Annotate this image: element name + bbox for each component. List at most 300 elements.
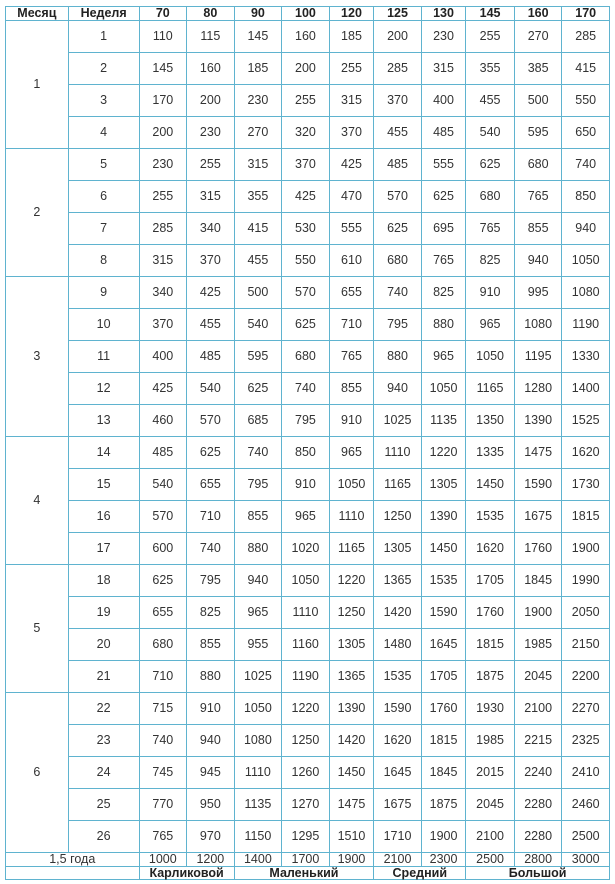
weight-cell: 855 [234,500,282,532]
weight-cell: 485 [421,116,466,148]
weight-cell: 1050 [466,340,515,372]
weight-cell: 940 [187,724,235,756]
weight-cell: 370 [282,148,330,180]
category-empty [6,866,140,880]
table-row [6,372,610,404]
table-row [6,756,610,788]
category-large: Большой [466,866,610,880]
weight-cell: 1590 [374,692,422,724]
month-cell: 6 [6,692,69,852]
weight-cell: 1985 [466,724,515,756]
weight-cell: 1420 [374,596,422,628]
header-size: 145 [466,7,515,21]
weight-cell: 1620 [562,436,610,468]
weight-cell: 625 [466,148,515,180]
weight-cell: 370 [374,84,422,116]
weight-cell: 415 [234,212,282,244]
weight-cell: 1475 [514,436,562,468]
weight-cell: 765 [139,820,187,852]
weight-cell: 455 [374,116,422,148]
month-cell: 3 [6,276,69,436]
weight-cell: 1110 [282,596,330,628]
week-cell: 25 [68,788,139,820]
table-row [6,436,610,468]
weight-cell: 1705 [421,660,466,692]
weight-cell: 625 [234,372,282,404]
week-cell: 22 [68,692,139,724]
weight-cell: 765 [514,180,562,212]
weight-cell: 570 [282,276,330,308]
weight-cell: 285 [374,52,422,84]
weight-cell: 1025 [234,660,282,692]
weight-cell: 115 [187,20,235,52]
weight-cell: 1930 [466,692,515,724]
weight-cell: 315 [421,52,466,84]
table-row [6,148,610,180]
table-row [6,308,610,340]
month-cell: 1 [6,20,69,148]
table-row [6,788,610,820]
weight-cell: 740 [562,148,610,180]
weight-cell: 285 [139,212,187,244]
weight-cell: 1450 [466,468,515,500]
header-size: 120 [329,7,374,21]
weight-cell: 680 [466,180,515,212]
weight-cell: 1675 [514,500,562,532]
weight-cell: 1900 [514,596,562,628]
weight-cell: 740 [282,372,330,404]
week-cell: 7 [68,212,139,244]
weight-cell: 415 [562,52,610,84]
week-cell: 11 [68,340,139,372]
weight-cell: 1050 [421,372,466,404]
weight-cell: 170 [139,84,187,116]
week-cell: 23 [68,724,139,756]
weight-cell: 1535 [421,564,466,596]
table-row [6,468,610,500]
weight-cell: 765 [466,212,515,244]
weight-cell: 765 [329,340,374,372]
weight-cell: 1390 [329,692,374,724]
weight-cell: 485 [187,340,235,372]
weight-cell: 355 [466,52,515,84]
weight-cell: 2460 [562,788,610,820]
weight-cell: 1390 [421,500,466,532]
weight-cell: 1305 [329,628,374,660]
weight-cell: 425 [139,372,187,404]
weight-cell: 1645 [421,628,466,660]
weight-cell: 955 [234,628,282,660]
weight-cell: 185 [329,20,374,52]
weight-cell: 910 [329,404,374,436]
weight-cell: 2045 [466,788,515,820]
weight-cell: 945 [187,756,235,788]
weight-cell: 910 [282,468,330,500]
table-row [6,84,610,116]
weight-cell: 940 [234,564,282,596]
weight-cell: 1295 [282,820,330,852]
weight-cell: 710 [329,308,374,340]
category-dwarf: Карликовой [139,866,234,880]
weight-cell: 1150 [234,820,282,852]
weight-cell: 2410 [562,756,610,788]
weight-cell: 1420 [329,724,374,756]
weight-cell: 555 [329,212,374,244]
weight-cell: 485 [139,436,187,468]
weight-cell: 1590 [514,468,562,500]
weight-cell: 470 [329,180,374,212]
weight-cell: 765 [421,244,466,276]
weight-cell: 970 [187,820,235,852]
weight-cell: 1705 [466,564,515,596]
weight-cell: 1875 [466,660,515,692]
weight-cell: 1050 [282,564,330,596]
weight-cell: 1080 [514,308,562,340]
weight-cell: 1305 [374,532,422,564]
weight-cell: 1160 [282,628,330,660]
weight-cell: 145 [139,52,187,84]
weight-cell: 2215 [514,724,562,756]
weight-cell: 370 [329,116,374,148]
weight-cell: 655 [329,276,374,308]
weight-cell: 940 [374,372,422,404]
header-month: Месяц [6,7,69,21]
weight-cell: 255 [282,84,330,116]
weight-cell: 1900 [421,820,466,852]
weight-cell: 1020 [282,532,330,564]
weight-cell: 255 [187,148,235,180]
weight-cell: 1845 [421,756,466,788]
total-value: 1700 [282,853,330,867]
weight-cell: 825 [187,596,235,628]
week-cell: 26 [68,820,139,852]
table-row [6,500,610,532]
weight-cell: 855 [329,372,374,404]
weight-cell: 2270 [562,692,610,724]
weight-cell: 185 [234,52,282,84]
weight-cell: 500 [234,276,282,308]
weight-cell: 655 [187,468,235,500]
weight-cell: 1250 [374,500,422,532]
weight-cell: 1985 [514,628,562,660]
weight-cell: 1050 [329,468,374,500]
category-medium: Средний [374,866,466,880]
week-cell: 20 [68,628,139,660]
weight-cell: 400 [139,340,187,372]
weight-cell: 570 [139,500,187,532]
weight-cell: 1535 [374,660,422,692]
table-row [6,276,610,308]
weight-cell: 1165 [329,532,374,564]
weight-cell: 1165 [466,372,515,404]
week-cell: 10 [68,308,139,340]
weight-cell: 1190 [282,660,330,692]
weight-cell: 1335 [466,436,515,468]
weight-cell: 625 [187,436,235,468]
weight-cell: 160 [282,20,330,52]
weight-cell: 1645 [374,756,422,788]
weight-cell: 1730 [562,468,610,500]
weight-cell: 455 [466,84,515,116]
weight-cell: 1135 [234,788,282,820]
total-value: 2300 [421,853,466,867]
weight-cell: 1450 [329,756,374,788]
header-size: 125 [374,7,422,21]
weight-cell: 1900 [562,532,610,564]
weight-cell: 1270 [282,788,330,820]
weight-cell: 370 [187,244,235,276]
weight-cell: 1080 [562,276,610,308]
weight-cell: 540 [187,372,235,404]
weight-cell: 610 [329,244,374,276]
header-size: 130 [421,7,466,21]
total-value: 1200 [187,853,235,867]
weight-cell: 740 [187,532,235,564]
weight-cell: 230 [234,84,282,116]
weight-cell: 570 [187,404,235,436]
weight-cell: 965 [234,596,282,628]
weight-cell: 255 [139,180,187,212]
weight-cell: 1050 [234,692,282,724]
weight-cell: 1475 [329,788,374,820]
header-row [6,7,610,21]
weight-cell: 825 [421,276,466,308]
weight-cell: 1250 [282,724,330,756]
weight-cell: 540 [234,308,282,340]
week-cell: 3 [68,84,139,116]
weight-cell: 255 [329,52,374,84]
total-value: 3000 [562,853,610,867]
weight-cell: 455 [187,308,235,340]
weight-cell: 770 [139,788,187,820]
weight-cell: 320 [282,116,330,148]
weight-cell: 880 [421,308,466,340]
week-cell: 15 [68,468,139,500]
weight-cell: 145 [234,20,282,52]
weight-cell: 940 [562,212,610,244]
weight-cell: 2100 [466,820,515,852]
weight-cell: 340 [187,212,235,244]
total-value: 1400 [234,853,282,867]
weight-cell: 1350 [466,404,515,436]
week-cell: 9 [68,276,139,308]
weight-cell: 995 [514,276,562,308]
weight-cell: 1305 [421,468,466,500]
weight-cell: 625 [421,180,466,212]
weight-cell: 1250 [329,596,374,628]
weight-cell: 200 [374,20,422,52]
weight-cell: 855 [187,628,235,660]
weight-cell: 425 [329,148,374,180]
weight-cell: 1815 [466,628,515,660]
week-cell: 21 [68,660,139,692]
weight-cell: 2240 [514,756,562,788]
weight-cell: 880 [187,660,235,692]
weight-cell: 270 [514,20,562,52]
weight-cell: 455 [234,244,282,276]
weight-cell: 200 [282,52,330,84]
total-value: 2500 [466,853,515,867]
weight-cell: 315 [329,84,374,116]
table-row [6,20,610,52]
table-row [6,660,610,692]
weight-cell: 795 [374,308,422,340]
weight-cell: 230 [139,148,187,180]
weight-cell: 385 [514,52,562,84]
table-row [6,180,610,212]
weight-cell: 600 [139,532,187,564]
weight-cell: 740 [374,276,422,308]
weight-cell: 850 [282,436,330,468]
weight-cell: 1590 [421,596,466,628]
weight-cell: 1025 [374,404,422,436]
weight-cell: 1365 [329,660,374,692]
weight-cell: 315 [139,244,187,276]
weight-cell: 1400 [562,372,610,404]
table-body [6,20,610,853]
weight-cell: 255 [466,20,515,52]
weight-cell: 355 [234,180,282,212]
weight-cell: 2280 [514,820,562,852]
weight-cell: 965 [466,308,515,340]
weight-cell: 1220 [282,692,330,724]
category-row [6,866,610,880]
weight-cell: 230 [421,20,466,52]
header-size: 100 [282,7,330,21]
weight-cell: 2150 [562,628,610,660]
table-row [6,596,610,628]
table-row [6,212,610,244]
weight-cell: 1535 [466,500,515,532]
weight-cell: 910 [466,276,515,308]
week-cell: 17 [68,532,139,564]
header-size: 80 [187,7,235,21]
weight-cell: 1450 [421,532,466,564]
table-row [6,628,610,660]
total-row [6,853,610,867]
weight-cell: 595 [234,340,282,372]
month-cell: 5 [6,564,69,692]
header-size: 70 [139,7,187,21]
month-cell: 4 [6,436,69,564]
weight-cell: 1330 [562,340,610,372]
weight-cell: 2045 [514,660,562,692]
weight-cell: 2015 [466,756,515,788]
weight-cell: 1760 [514,532,562,564]
weight-cell: 1220 [329,564,374,596]
weight-cell: 2325 [562,724,610,756]
weight-cell: 1110 [374,436,422,468]
week-cell: 6 [68,180,139,212]
weight-cell: 855 [514,212,562,244]
weight-cell: 740 [139,724,187,756]
weight-cell: 1815 [421,724,466,756]
week-cell: 1 [68,20,139,52]
weight-cell: 715 [139,692,187,724]
weight-cell: 965 [421,340,466,372]
table-row [6,532,610,564]
weight-cell: 1365 [374,564,422,596]
weight-cell: 710 [139,660,187,692]
weight-cell: 425 [282,180,330,212]
weight-cell: 1510 [329,820,374,852]
weight-cell: 740 [234,436,282,468]
weight-cell: 485 [374,148,422,180]
week-cell: 14 [68,436,139,468]
weight-cell: 1165 [374,468,422,500]
weight-cell: 625 [139,564,187,596]
week-cell: 8 [68,244,139,276]
weight-cell: 1280 [514,372,562,404]
total-value: 2800 [514,853,562,867]
weight-cell: 1050 [562,244,610,276]
weight-cell: 965 [329,436,374,468]
weight-cell: 710 [187,500,235,532]
weight-cell: 1815 [562,500,610,532]
weight-cell: 370 [139,308,187,340]
weight-cell: 2280 [514,788,562,820]
weight-cell: 1875 [421,788,466,820]
table-row [6,564,610,596]
weight-table [5,6,610,880]
table-row [6,52,610,84]
weight-cell: 200 [187,84,235,116]
weight-cell: 1135 [421,404,466,436]
table-row [6,820,610,852]
weight-cell: 655 [139,596,187,628]
weight-cell: 1620 [466,532,515,564]
weight-cell: 680 [514,148,562,180]
week-cell: 24 [68,756,139,788]
weight-cell: 1620 [374,724,422,756]
week-cell: 5 [68,148,139,180]
weight-cell: 1990 [562,564,610,596]
weight-cell: 550 [562,84,610,116]
weight-cell: 880 [234,532,282,564]
header-size: 160 [514,7,562,21]
weight-cell: 110 [139,20,187,52]
weight-cell: 910 [187,692,235,724]
weight-cell: 1710 [374,820,422,852]
weight-cell: 500 [514,84,562,116]
weight-cell: 530 [282,212,330,244]
weight-cell: 850 [562,180,610,212]
month-cell: 2 [6,148,69,276]
total-value: 1900 [329,853,374,867]
weight-cell: 400 [421,84,466,116]
weight-cell: 1760 [466,596,515,628]
weight-cell: 1195 [514,340,562,372]
weight-cell: 1260 [282,756,330,788]
weight-cell: 540 [466,116,515,148]
weight-cell: 795 [234,468,282,500]
weight-cell: 285 [562,20,610,52]
weight-cell: 1110 [329,500,374,532]
weight-cell: 625 [282,308,330,340]
weight-cell: 2200 [562,660,610,692]
header-size: 170 [562,7,610,21]
week-cell: 16 [68,500,139,532]
weight-cell: 650 [562,116,610,148]
weight-cell: 1220 [421,436,466,468]
weight-cell: 1190 [562,308,610,340]
weight-cell: 795 [282,404,330,436]
table-row [6,724,610,756]
weight-cell: 685 [234,404,282,436]
table-row [6,404,610,436]
weight-cell: 315 [187,180,235,212]
table-row [6,244,610,276]
